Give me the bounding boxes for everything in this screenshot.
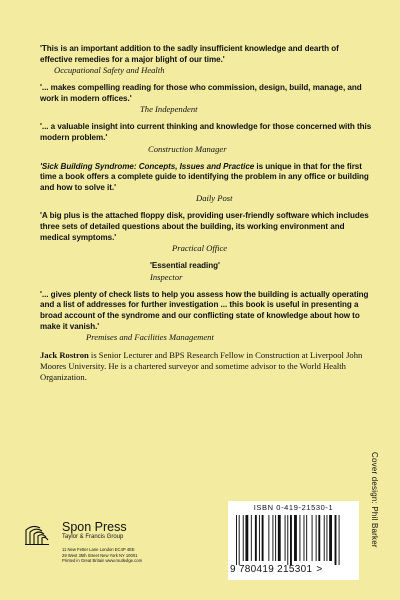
review-quote-text: is unique in that for the first time a book offers a complete guide to identifying the problem in any office or building and how to solve it.' (40, 161, 369, 192)
review-quote: 'Essential reading' (150, 261, 220, 271)
address-line: Printed in Great Britain www.routledge.com (62, 558, 143, 564)
address-line: 29 West 35th Street New York NY 10001 (62, 552, 138, 558)
review-5 (40, 211, 372, 254)
reviews-section (40, 44, 372, 350)
barcode-box (228, 501, 359, 580)
review-quote: 'This is an important addition to the sadly insufficient knowledge and dearth of effective remedies for a major blight of our time.' (40, 44, 339, 64)
review-source: Inspector (150, 271, 183, 282)
review-2 (40, 83, 372, 115)
author-bio (40, 350, 372, 382)
publisher-address (62, 547, 142, 564)
publisher-name: Spon Press (62, 520, 127, 534)
barcode-icon (236, 515, 351, 565)
publisher-group: Taylor & Francis Group (62, 534, 124, 540)
review-6 (40, 261, 372, 283)
review-source: Practical Office (172, 243, 228, 254)
barcode-digits (230, 564, 357, 575)
author-bio-text: is Senior Lecturer and BPS Research Fellow in Construction at Liverpool John Moores University. He is a chartered surveyor and sometime advisor to the World Health Organization. (40, 350, 363, 382)
isbn-label: ISBN 0-419-21530-1 (253, 503, 334, 512)
review-quote (40, 162, 372, 194)
review-quote: 'A big plus is the attached floppy disk, providing user-friendly software which includes three sets of detailed questions about the building, its working environment and medical symptoms.' (40, 211, 369, 242)
author-name: Jack Rostron (40, 350, 89, 360)
review-quote: '... a valuable insight into current thinking and knowledge for those concerned with this modern problem.' (40, 122, 372, 142)
cover-design-credit: Cover design: Phil Barker (370, 452, 379, 548)
review-7 (40, 290, 372, 343)
review-3 (40, 122, 372, 154)
review-4 (40, 162, 372, 205)
review-quote: '... makes compelling reading for those who commission, design, build, manage, and work in modern offices.' (40, 83, 362, 103)
book-title: 'Sick Building Syndrome: Concepts, Issues and Practice (40, 161, 255, 171)
address-line: 11 New Fetter Lane London EC4P 4EE (62, 547, 135, 552)
review-1 (40, 44, 372, 76)
spon-press-logo-icon (24, 522, 50, 546)
review-source: Construction Manager (148, 143, 227, 154)
review-source: Occupational Safety and Health (54, 65, 165, 76)
review-source: The Independent (140, 104, 198, 115)
review-source: Daily Post (196, 193, 233, 204)
review-source: Premises and Facilities Management (86, 332, 214, 343)
barcode-number: 9 780419 215301 (230, 564, 313, 575)
barcode-suffix: > (316, 564, 323, 575)
review-quote: '... gives plenty of check lists to help you assess how the building is actually operating and a list of addresses for further investigation ... this book is useful in presenting a broad account of the syndrome and our conflicting state of knowledge about how to make it vanish.' (40, 289, 369, 331)
